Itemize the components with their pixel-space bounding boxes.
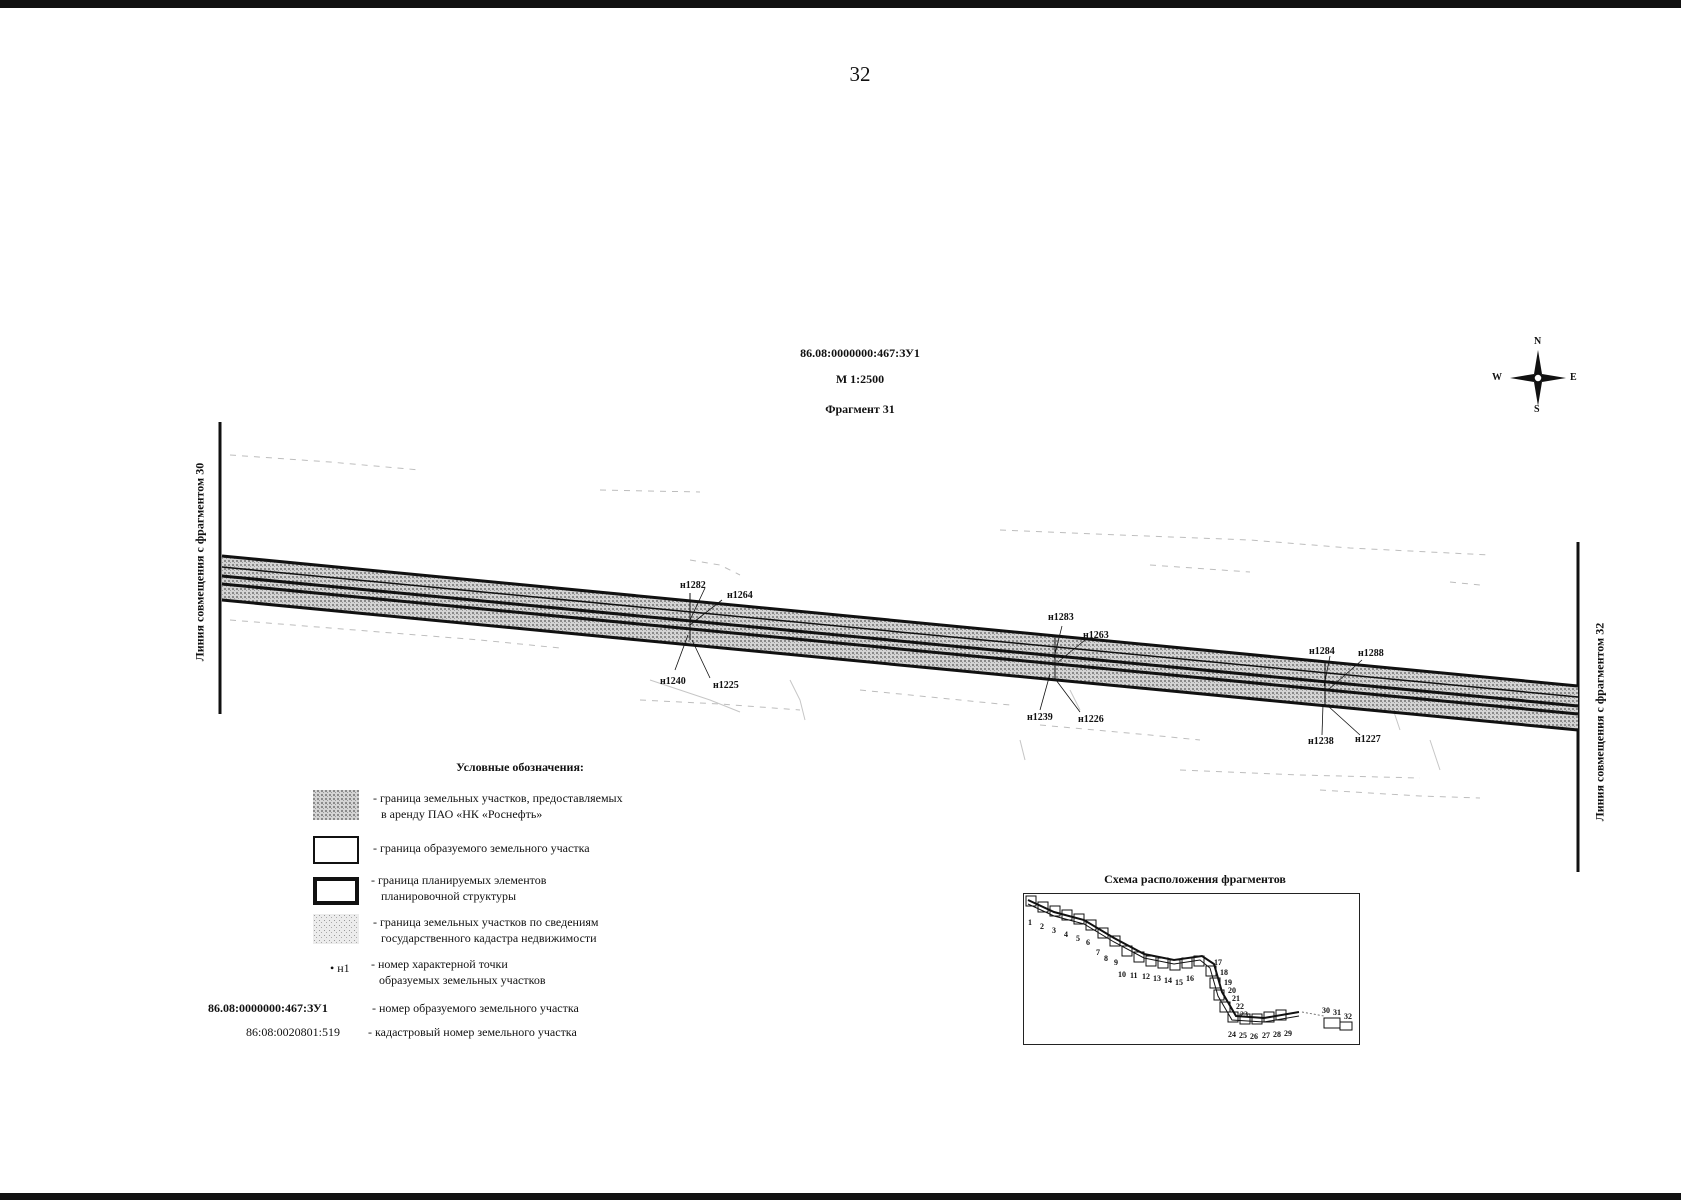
point-label: н1239 (1027, 712, 1053, 723)
scheme-fragment-number: 30 (1322, 1006, 1330, 1015)
point-label: н1288 (1358, 648, 1384, 659)
scheme-fragment-number: 14 (1164, 976, 1172, 985)
legend-item-planning: - граница планируемых элементов планировочной структуры (371, 873, 547, 903)
scheme-fragment-number: 31 (1333, 1008, 1341, 1017)
scale-label: М 1:2500 (835, 372, 885, 386)
scheme-fragment-number: 21 (1232, 994, 1240, 1003)
scheme-fragment-number: 3 (1052, 926, 1056, 935)
leased-corridor (222, 556, 1578, 730)
legend-item-parcel: - граница образуемого земельного участка (373, 841, 590, 855)
point-label: н1263 (1083, 630, 1109, 641)
scheme-fragment-number: 19 (1224, 978, 1232, 987)
point-label: н1238 (1308, 736, 1334, 747)
scheme-fragment-number: 16 (1186, 974, 1194, 983)
legend-title: Условные обозначения: (456, 760, 584, 774)
scheme-fragment-number: 18 (1220, 968, 1228, 977)
scheme-fragment-number: 1 (1028, 918, 1032, 927)
legend-parcel-symbol (313, 836, 359, 864)
compass-north: N (1534, 336, 1542, 347)
compass-south: S (1534, 404, 1540, 415)
scheme-fragment-number: 22 (1236, 1002, 1244, 1011)
scheme-fragment-number: 25 (1239, 1031, 1247, 1040)
scheme-fragment-number: 15 (1175, 978, 1183, 987)
legend-cadastre-symbol (313, 914, 359, 944)
legend-cadastral-desc: - кадастровый номер земельного участка (368, 1025, 577, 1039)
point-label: н1240 (660, 676, 686, 687)
point-label: н1264 (727, 590, 753, 601)
point-label: н1226 (1078, 714, 1104, 725)
point-label: н1284 (1309, 646, 1335, 657)
scheme-fragment-number: 4 (1064, 930, 1068, 939)
legend-parcel-desc: - номер образуемого земельного участка (372, 1001, 579, 1015)
compass-west: W (1492, 372, 1502, 383)
legend-point-symbol: • н1 (330, 961, 350, 975)
scheme-fragment-number: 10 (1118, 970, 1126, 979)
scheme-title: Схема расположения фрагментов (1104, 872, 1286, 886)
scheme-fragment-number: 28 (1273, 1030, 1281, 1039)
compass-east: E (1570, 372, 1577, 383)
point-label: н1227 (1355, 734, 1381, 745)
legend-item-leased: - граница земельных участков, предоставляемых в аренду ПАО «НК «Роснефть» (373, 791, 623, 821)
scheme-fragment-number: 20 (1228, 986, 1236, 995)
scheme-fragment-number: 17 (1214, 958, 1222, 967)
scheme-fragment-number: 29 (1284, 1029, 1292, 1038)
scheme-fragment-number: 12 (1142, 972, 1150, 981)
legend-cadastral-example: 86:08:0020801:519 (246, 1025, 341, 1039)
left-match-label: Линия совмещения с фрагментом 30 (192, 462, 207, 662)
point-label: н1282 (680, 580, 706, 591)
scheme-fragment-number: 8 (1104, 954, 1108, 963)
scheme-fragment-number: 24 (1228, 1030, 1236, 1039)
scheme-fragment-number: 11 (1130, 971, 1138, 980)
scheme-fragment-number: 9 (1114, 958, 1118, 967)
scheme-fragment-number: 26 (1250, 1032, 1258, 1041)
scheme-fragment-number: 7 (1096, 948, 1100, 957)
scheme-fragment-number: 5 (1076, 934, 1080, 943)
legend-planning-symbol (313, 877, 359, 905)
right-match-label: Линия совмещения с фрагментом 32 (1592, 622, 1607, 822)
scheme-fragment-number: 23 (1240, 1010, 1248, 1019)
fragment-scheme (1023, 893, 1360, 1045)
legend-item-cadastre: - граница земельных участков по сведениям государственного кадастра недвижимости (373, 915, 599, 945)
legend-leased-symbol (313, 790, 359, 820)
point-label: н1283 (1048, 612, 1074, 623)
scheme-fragment-number: 13 (1153, 974, 1161, 983)
scheme-fragment-number: 2 (1040, 922, 1044, 931)
parcel-id-title: 86.08:0000000:467:ЗУ1 (800, 346, 920, 360)
scheme-fragment-number: 32 (1344, 1012, 1352, 1021)
legend-item-point: - номер характерной точки образуемых земельных участков (371, 957, 546, 987)
scheme-fragment-number: 27 (1262, 1031, 1270, 1040)
page-number: 32 (849, 62, 871, 86)
fragment-label: Фрагмент 31 (825, 402, 895, 416)
point-label: н1225 (713, 680, 739, 691)
bottom-border (0, 1193, 1681, 1200)
scheme-fragment-number: 6 (1086, 938, 1090, 947)
legend-parcel-example: 86.08:0000000:467:ЗУ1 (208, 1001, 328, 1015)
